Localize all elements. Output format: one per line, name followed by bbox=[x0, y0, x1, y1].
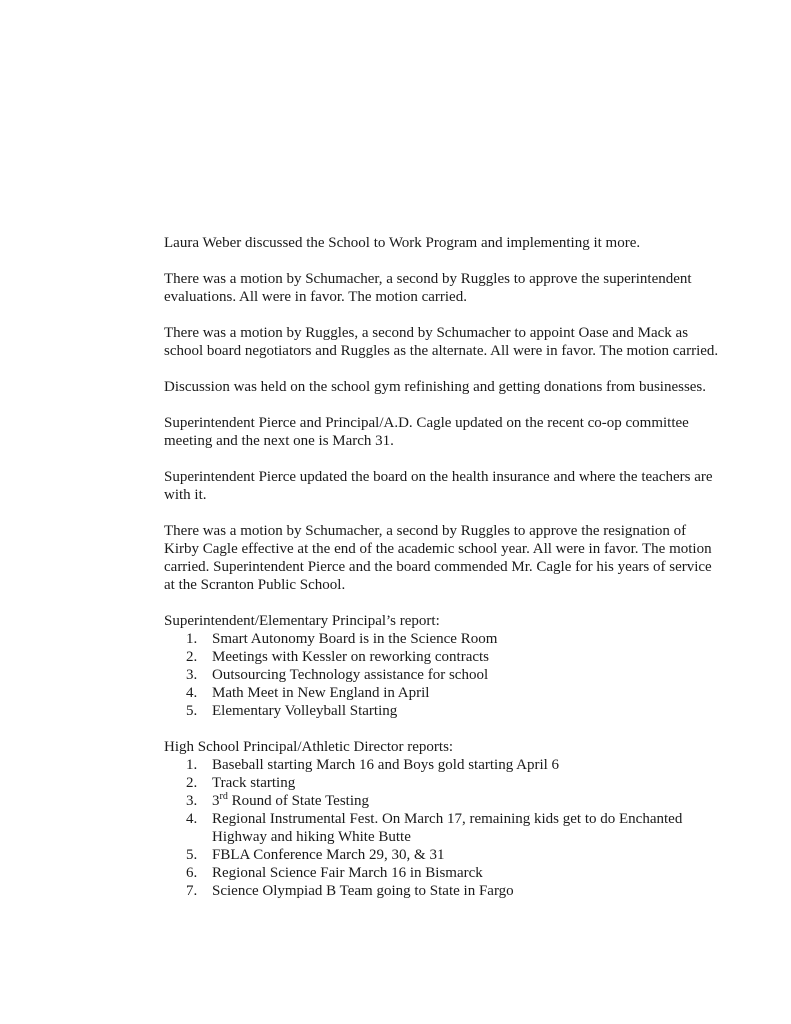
list-item bbox=[164, 846, 724, 864]
list-item-text: Math Meet in New England in April bbox=[212, 685, 430, 701]
superintendent-report-list bbox=[164, 630, 724, 720]
list-item-text: FBLA Conference March 29, 30, & 31 bbox=[212, 847, 445, 863]
list-item-text: Track starting bbox=[212, 775, 296, 791]
list-item-number: 5. bbox=[186, 703, 198, 719]
ordinal-suffix: rd bbox=[219, 791, 228, 802]
list-item-text: Regional Instrumental Fest. On March 17, remaining kids get to do Enchanted Highway and hiking White Butte bbox=[212, 811, 683, 845]
list-item-text: Outsourcing Technology assistance for school bbox=[212, 667, 489, 683]
list-item-text: Round of State Testing bbox=[227, 793, 370, 809]
list-item-number: 3. bbox=[186, 793, 198, 809]
list-item bbox=[164, 864, 724, 882]
paragraph-health-insurance: Superintendent Pierce updated the board on the health insurance and where the teachers are with it. bbox=[164, 469, 713, 503]
highschool-report-list bbox=[164, 756, 724, 900]
list-item-number: 1. bbox=[186, 631, 198, 647]
minutes-page bbox=[164, 234, 724, 918]
list-item bbox=[164, 882, 724, 900]
paragraph-superintendent-evaluations: There was a motion by Schumacher, a second by Ruggles to approve the superintendent evaluations. All were in favor. The motion carried. bbox=[164, 271, 692, 305]
list-item bbox=[164, 792, 724, 810]
list-item-text: Meetings with Kessler on reworking contracts bbox=[212, 649, 490, 665]
list-item-text: Smart Autonomy Board is in the Science Room bbox=[212, 631, 498, 647]
list-item bbox=[164, 648, 724, 666]
paragraph-negotiators: There was a motion by Ruggles, a second by Schumacher to appoint Oase and Mack as school board negotiators and Ruggles as the alternate. All were in favor. The motion carried. bbox=[164, 325, 719, 359]
list-item-number: 2. bbox=[186, 775, 198, 791]
superintendent-report-heading: Superintendent/Elementary Principal’s report: bbox=[164, 613, 440, 629]
list-item-text: Science Olympiad B Team going to State in Fargo bbox=[212, 883, 514, 899]
list-item-text: Elementary Volleyball Starting bbox=[212, 703, 398, 719]
paragraph-school-to-work: Laura Weber discussed the School to Work Program and implementing it more. bbox=[164, 235, 641, 251]
list-item bbox=[164, 810, 724, 846]
list-item bbox=[164, 630, 724, 648]
ordinal-number: 3 bbox=[212, 793, 220, 809]
list-item-number: 7. bbox=[186, 883, 198, 899]
list-item-number: 1. bbox=[186, 757, 198, 773]
highschool-report-heading: High School Principal/Athletic Director reports: bbox=[164, 739, 454, 755]
list-item-text: Baseball starting March 16 and Boys gold starting April 6 bbox=[212, 757, 560, 773]
list-item bbox=[164, 756, 724, 774]
list-item-number: 3. bbox=[186, 667, 198, 683]
list-item bbox=[164, 666, 724, 684]
list-item bbox=[164, 702, 724, 720]
list-item-number: 6. bbox=[186, 865, 198, 881]
list-item-number: 5. bbox=[186, 847, 198, 863]
paragraph-resignation: There was a motion by Schumacher, a second by Ruggles to approve the resignation of Kirby Cagle effective at the end of the academic school year. All were in favor. The motion carried. Superintendent Pierce and the board commended Mr. Cagle for his years of service at the Scranton Public School. bbox=[164, 523, 712, 593]
paragraph-coop-committee: Superintendent Pierce and Principal/A.D. Cagle updated on the recent co-op committee meeting and the next one is March 31. bbox=[164, 415, 689, 449]
list-item-number: 4. bbox=[186, 811, 198, 827]
list-item bbox=[164, 684, 724, 702]
paragraph-gym-refinishing: Discussion was held on the school gym refinishing and getting donations from businesses. bbox=[164, 379, 707, 395]
list-item-text: Regional Science Fair March 16 in Bismarck bbox=[212, 865, 483, 881]
list-item-number: 4. bbox=[186, 685, 198, 701]
list-item-number: 2. bbox=[186, 649, 198, 665]
list-item bbox=[164, 774, 724, 792]
